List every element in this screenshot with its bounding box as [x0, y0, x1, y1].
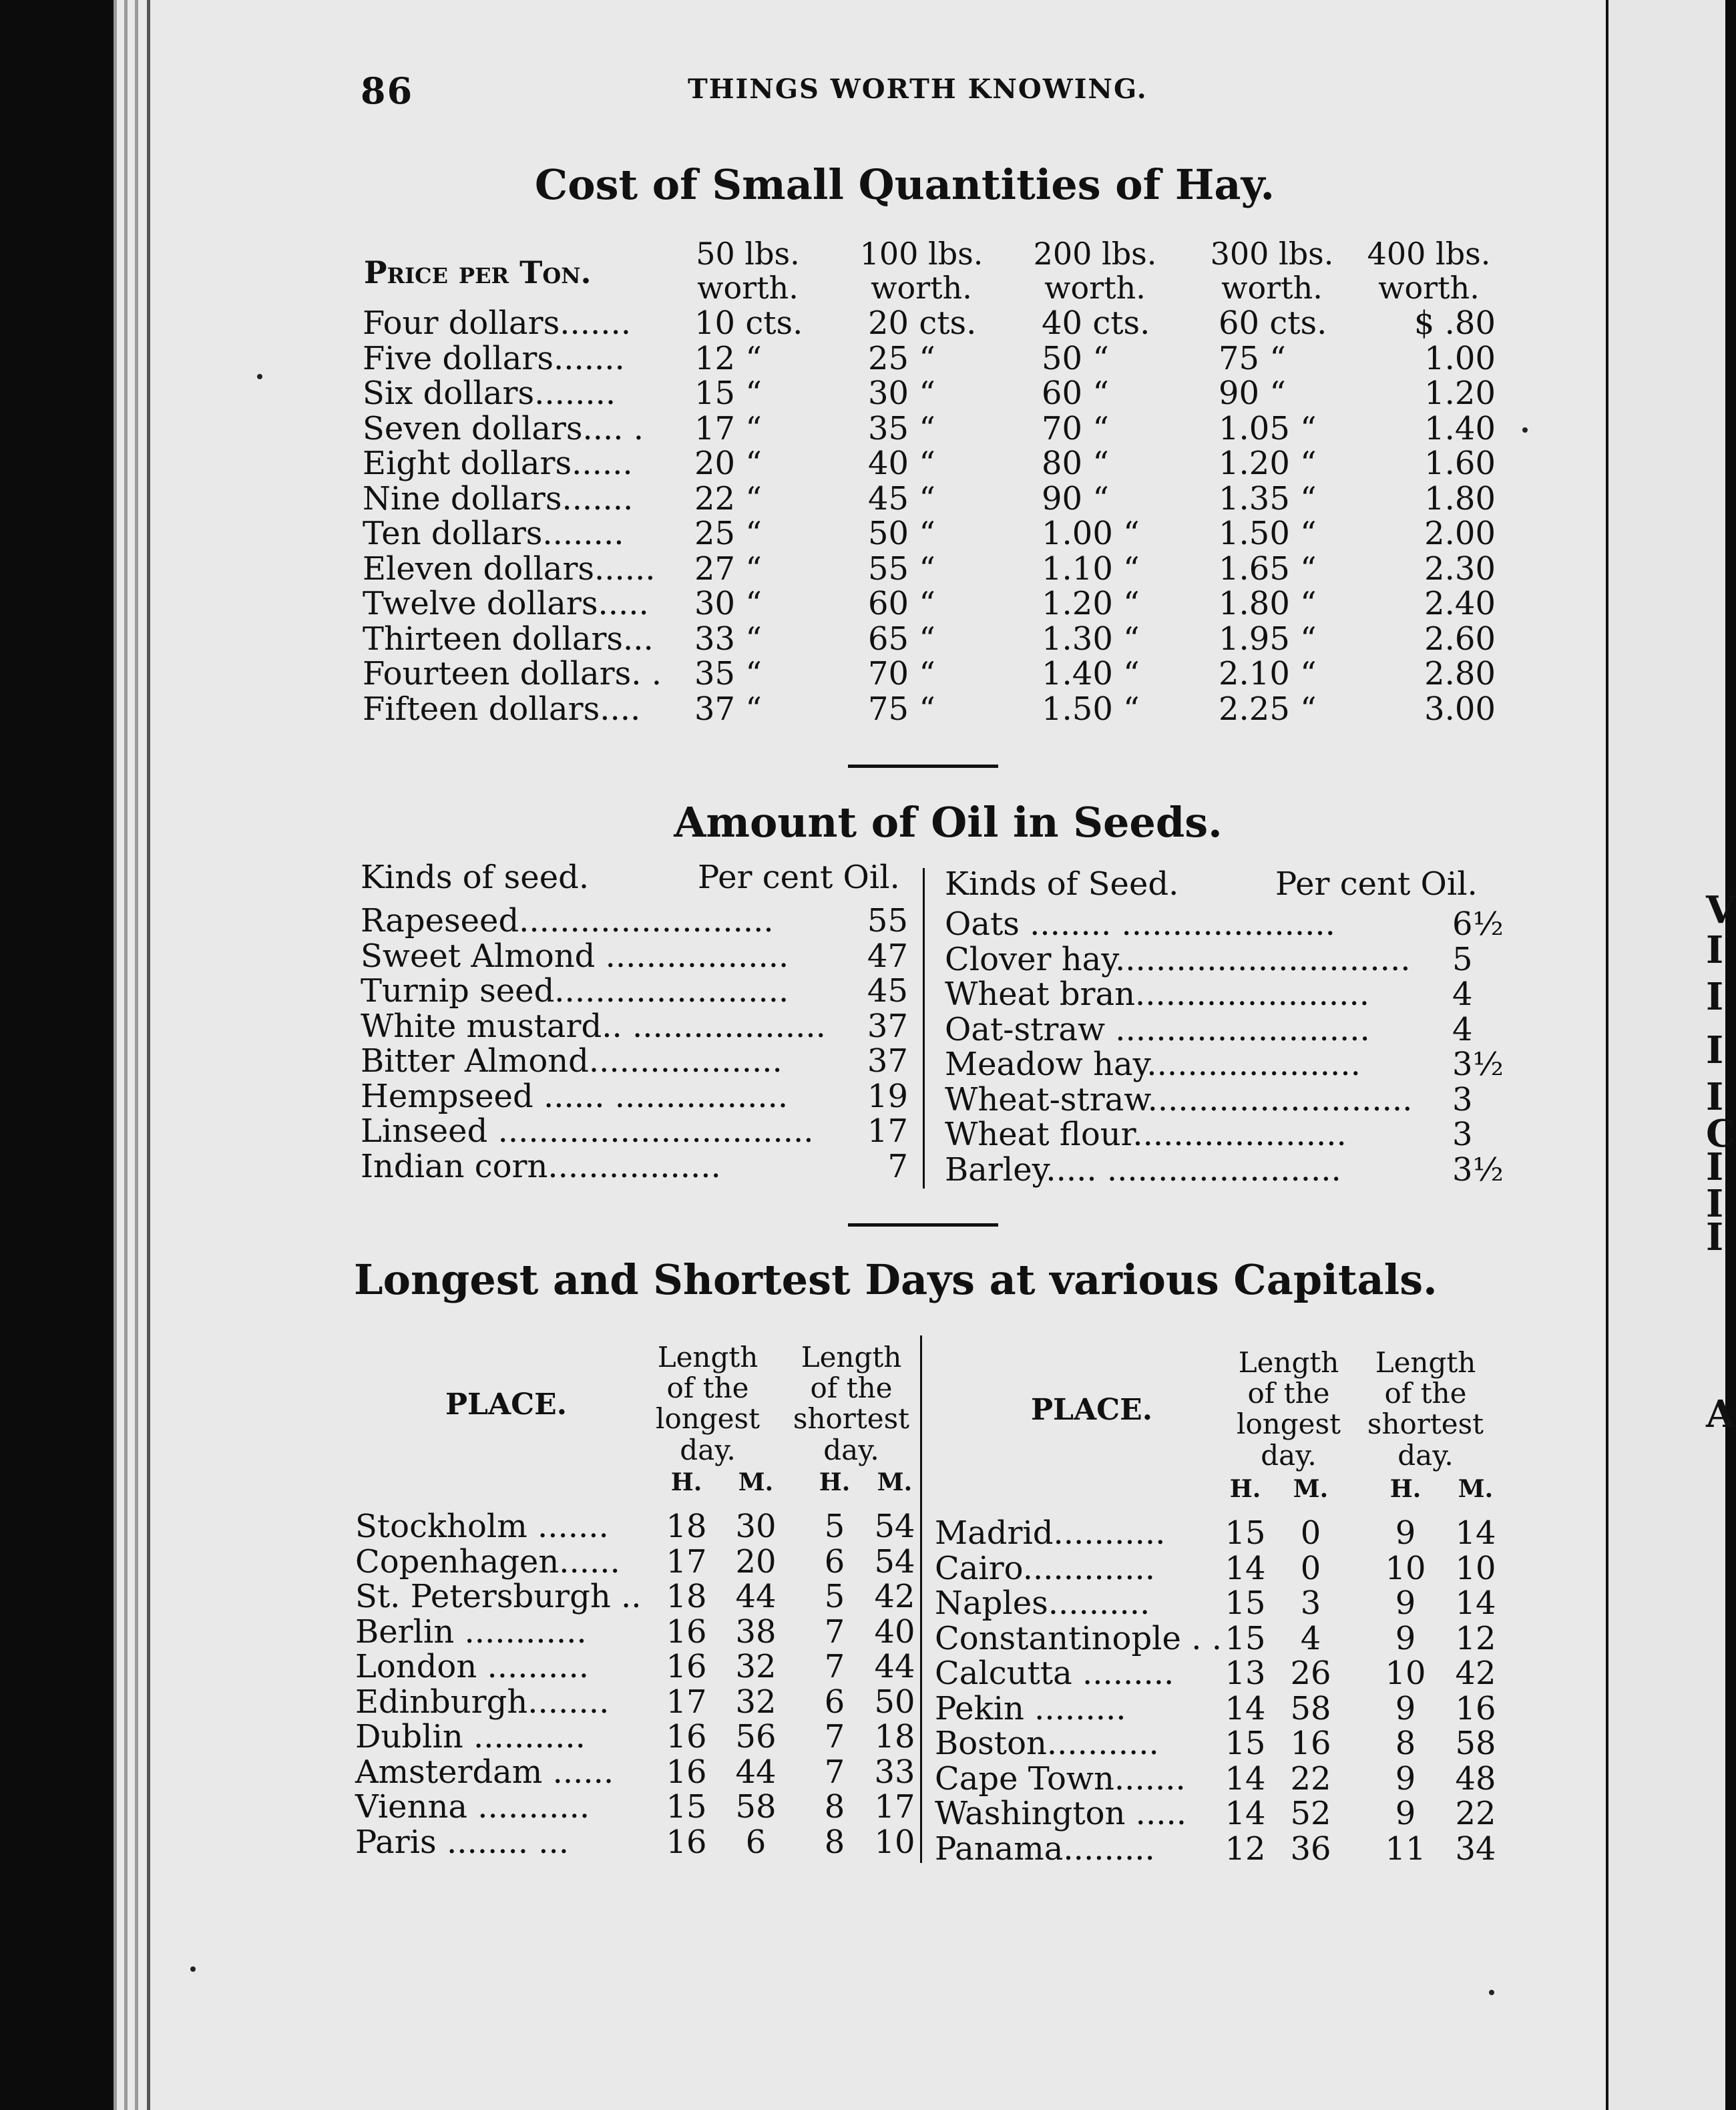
days-place: Cairo............. — [935, 1549, 1156, 1587]
hay-cell: 65 “ — [868, 620, 935, 658]
days-shortest-header: Length of the shortest day. — [793, 1341, 910, 1466]
oil-left-seed: Turnip seed....................... — [361, 972, 789, 1010]
days-place: Panama......... — [935, 1830, 1155, 1868]
oil-left-pct: 17 — [867, 1112, 908, 1150]
hay-row-label: Ten dollars........ — [363, 515, 624, 552]
days-long-h: 15 — [1225, 1725, 1266, 1762]
days-long-m: 4 — [1300, 1619, 1321, 1657]
days-short-h: 8 — [824, 1823, 845, 1861]
hay-cell: 75 “ — [868, 690, 935, 728]
days-long-h: 16 — [666, 1648, 707, 1685]
section-divider — [848, 765, 998, 768]
days-hm-label: M. — [877, 1468, 913, 1496]
hay-cell: 2.80 — [1424, 655, 1496, 692]
days-long-m: 6 — [745, 1823, 767, 1861]
hay-cell: 90 “ — [1042, 479, 1109, 517]
hay-cell: 1.80 “ — [1219, 585, 1317, 622]
hay-cell: 1.40 “ — [1042, 655, 1140, 692]
hay-cell: 30 “ — [694, 585, 762, 622]
oil-right-pct-header: Per cent Oil. — [1275, 865, 1478, 903]
hay-cell: 1.80 — [1424, 479, 1496, 517]
hay-cell: 25 “ — [694, 515, 762, 552]
oil-left-seed: Linseed ............................... — [361, 1112, 814, 1150]
hay-col-header: 300 lbs. worth. — [1210, 236, 1334, 306]
days-short-m: 44 — [874, 1648, 915, 1685]
hay-cell: 40 cts. — [1042, 304, 1150, 342]
hay-cell: 12 “ — [694, 339, 762, 377]
hay-cell: 20 cts. — [868, 304, 977, 342]
days-long-h: 16 — [666, 1823, 707, 1861]
days-short-m: 54 — [874, 1508, 915, 1545]
days-short-m: 50 — [874, 1683, 915, 1721]
oil-right-pct: 4 — [1452, 976, 1473, 1013]
hay-row-label: Fourteen dollars. . — [363, 655, 662, 692]
hay-row-label: Nine dollars....... — [363, 479, 634, 517]
days-short-h: 8 — [1395, 1725, 1416, 1762]
hay-row-label: Five dollars....... — [363, 339, 625, 377]
oil-right-seed: Barley..... ....................... — [945, 1150, 1341, 1189]
hay-cell: 1.05 “ — [1219, 409, 1317, 447]
days-long-h: 15 — [1225, 1514, 1266, 1552]
days-short-m: 16 — [1455, 1689, 1496, 1727]
oil-left-seed: Hempseed ...... ................. — [361, 1077, 789, 1115]
days-place: Naples.......... — [935, 1585, 1150, 1622]
page-stack-edge — [114, 0, 117, 2110]
hay-cell: 37 “ — [694, 690, 762, 728]
margin-letter: C — [1706, 1112, 1736, 1156]
days-short-h: 6 — [824, 1542, 845, 1580]
days-place: Dublin ........... — [355, 1718, 586, 1755]
oil-right-pct: 4 — [1452, 1010, 1473, 1048]
hay-cell: 1.10 “ — [1042, 550, 1140, 588]
days-long-m: 16 — [1290, 1725, 1331, 1762]
days-long-m: 22 — [1290, 1759, 1331, 1798]
oil-left-seed: Sweet Almond .................. — [361, 937, 789, 975]
oil-left-pct: 55 — [867, 902, 908, 939]
page-number: 86 — [361, 69, 414, 112]
hay-cell: 33 “ — [694, 620, 762, 658]
hay-cell: 1.00 “ — [1042, 515, 1140, 552]
days-place: Boston........... — [935, 1725, 1159, 1762]
days-place: Cape Town....... — [935, 1759, 1186, 1798]
hay-row-label: Eleven dollars...... — [363, 550, 656, 588]
hay-cell: 35 “ — [694, 655, 762, 692]
days-short-m: 33 — [874, 1753, 915, 1791]
hay-cell: 35 “ — [868, 409, 935, 447]
hay-cell: 1.20 “ — [1042, 585, 1140, 622]
oil-column-divider — [923, 868, 925, 1189]
days-long-h: 16 — [666, 1613, 707, 1651]
days-place: Amsterdam ...... — [355, 1753, 614, 1791]
days-long-h: 14 — [1225, 1795, 1266, 1832]
days-long-m: 58 — [1290, 1689, 1331, 1727]
days-short-h: 9 — [1395, 1585, 1416, 1622]
oil-left-pct: 37 — [867, 1007, 908, 1045]
oil-left-seed: Indian corn................. — [361, 1147, 721, 1185]
days-short-m: 14 — [1455, 1514, 1496, 1552]
hay-cell: 15 “ — [694, 375, 762, 412]
days-title: Longest and Shortest Days at various Capitals. — [354, 1255, 1438, 1304]
oil-right-pct: 3½ — [1452, 1046, 1504, 1083]
hay-cell: 1.65 “ — [1219, 550, 1317, 588]
hay-cell: 1.20 “ — [1219, 445, 1317, 482]
hay-cell: 2.00 — [1424, 515, 1496, 552]
days-short-h: 10 — [1385, 1655, 1426, 1692]
hay-cell: 3.00 — [1424, 690, 1496, 728]
page-stack-edge — [147, 0, 150, 2110]
hay-cell: 2.30 — [1424, 550, 1496, 588]
oil-left-seed: White mustard.. ................... — [361, 1007, 826, 1045]
days-short-h: 9 — [1395, 1759, 1416, 1798]
hay-cell: 55 “ — [868, 550, 935, 588]
days-short-m: 54 — [874, 1542, 915, 1580]
margin-letter: I — [1706, 928, 1724, 972]
oil-right-pct: 5 — [1452, 940, 1473, 978]
days-place: Calcutta ......... — [935, 1655, 1174, 1692]
margin-letter: I — [1706, 1145, 1724, 1189]
days-short-h: 9 — [1395, 1689, 1416, 1727]
days-short-h: 7 — [824, 1613, 845, 1651]
margin-letter: I — [1706, 975, 1724, 1019]
oil-right-pct: 6½ — [1452, 905, 1504, 943]
days-long-h: 16 — [666, 1753, 707, 1791]
days-shortest-header: Length of the shortest day. — [1367, 1346, 1484, 1472]
hay-cell: 25 “ — [868, 339, 935, 377]
days-short-m: 18 — [874, 1718, 915, 1755]
days-place-header: PLACE. — [445, 1388, 568, 1422]
days-place: Paris ........ ... — [355, 1823, 570, 1861]
days-short-m: 34 — [1455, 1830, 1496, 1868]
oil-right-pct: 3 — [1452, 1116, 1473, 1153]
hay-cell: 45 “ — [868, 479, 935, 517]
days-long-m: 3 — [1300, 1585, 1321, 1622]
hay-cell: 20 “ — [694, 445, 762, 482]
oil-right-seed: Oat-straw ......................... — [945, 1010, 1370, 1048]
days-short-h: 8 — [824, 1788, 845, 1826]
oil-left-pct-header: Per cent Oil. — [698, 859, 900, 896]
days-long-h: 18 — [666, 1578, 707, 1615]
oil-left-seed: Rapeseed......................... — [361, 902, 774, 939]
days-long-h: 14 — [1225, 1689, 1266, 1727]
oil-right-kind-header: Kinds of Seed. — [945, 865, 1179, 903]
days-hm-label: H. — [1229, 1475, 1261, 1503]
days-longest-header: Length of the longest day. — [656, 1341, 760, 1466]
oil-left-pct: 47 — [867, 937, 908, 975]
days-short-h: 5 — [824, 1508, 845, 1545]
hay-cell: 40 “ — [868, 445, 935, 482]
hay-cell: 60 “ — [868, 585, 935, 622]
days-long-h: 14 — [1225, 1549, 1266, 1587]
hay-row-label: Four dollars....... — [363, 304, 632, 342]
days-place: Pekin ......... — [935, 1689, 1126, 1727]
hay-cell: 1.40 — [1424, 409, 1496, 447]
oil-left-pct: 19 — [867, 1077, 908, 1115]
days-long-h: 15 — [1225, 1585, 1266, 1622]
oil-title: Amount of Oil in Seeds. — [674, 798, 1223, 847]
hay-row-label: Seven dollars.... . — [363, 409, 644, 447]
days-long-h: 16 — [666, 1718, 707, 1755]
hay-cell: 70 “ — [1042, 409, 1109, 447]
oil-left-pct: 7 — [887, 1147, 908, 1185]
days-long-m: 0 — [1300, 1514, 1321, 1552]
days-short-m: 17 — [874, 1788, 915, 1826]
hay-col-header: 200 lbs. worth. — [1033, 236, 1157, 306]
days-long-m: 0 — [1300, 1549, 1321, 1587]
days-short-h: 11 — [1385, 1830, 1426, 1868]
margin-letter: I — [1706, 1182, 1724, 1226]
days-long-m: 44 — [735, 1578, 777, 1615]
section-divider — [848, 1223, 998, 1227]
days-long-m: 44 — [735, 1753, 777, 1791]
days-long-h: 17 — [666, 1683, 707, 1721]
oil-right-pct: 3 — [1452, 1080, 1473, 1118]
hay-cell: 50 “ — [868, 515, 935, 552]
days-short-h: 10 — [1385, 1549, 1426, 1587]
days-long-m: 52 — [1290, 1795, 1331, 1832]
oil-left-pct: 37 — [867, 1042, 908, 1080]
days-short-m: 48 — [1455, 1759, 1496, 1798]
days-long-m: 30 — [735, 1508, 777, 1545]
days-short-h: 7 — [824, 1753, 845, 1791]
oil-right-seed: Wheat bran....................... — [945, 976, 1369, 1013]
days-long-h: 14 — [1225, 1759, 1266, 1798]
hay-price-header: Price per Ton. — [364, 254, 592, 290]
days-short-h: 7 — [824, 1648, 845, 1685]
margin-letter: I — [1706, 1028, 1724, 1072]
days-long-h: 15 — [1225, 1619, 1266, 1657]
days-short-h: 7 — [824, 1718, 845, 1755]
margin-letter: I — [1706, 1215, 1724, 1259]
days-short-m: 40 — [874, 1613, 915, 1651]
days-long-m: 32 — [735, 1648, 777, 1685]
days-long-m: 36 — [1290, 1830, 1331, 1868]
oil-right-seed: Oats ........ ..................... — [945, 905, 1335, 943]
hay-cell: 30 “ — [868, 375, 935, 412]
hay-cell: 50 “ — [1042, 339, 1109, 377]
days-place: Madrid........... — [935, 1514, 1166, 1552]
days-place: London .......... — [355, 1648, 590, 1685]
days-long-h: 15 — [666, 1788, 707, 1826]
days-short-m: 42 — [874, 1578, 915, 1615]
hay-row-label: Thirteen dollars... — [363, 620, 654, 658]
hay-cell: 1.30 “ — [1042, 620, 1140, 658]
hay-cell: 27 “ — [694, 550, 762, 588]
hay-cell: 2.40 — [1424, 585, 1496, 622]
hay-cell: 1.60 — [1424, 445, 1496, 482]
days-short-m: 10 — [1455, 1549, 1496, 1587]
hay-cell: 70 “ — [868, 655, 935, 692]
oil-left-seed: Bitter Almond................... — [361, 1042, 783, 1080]
days-place: St. Petersburgh .. — [355, 1578, 642, 1615]
days-place: Vienna ........... — [355, 1788, 590, 1826]
days-hm-label: H. — [670, 1468, 702, 1496]
days-short-m: 42 — [1455, 1655, 1496, 1692]
oil-right-pct: 3½ — [1452, 1150, 1504, 1189]
hay-row-label: Fifteen dollars.... — [363, 690, 641, 728]
page-stack-edge — [124, 0, 128, 2110]
days-short-h: 9 — [1395, 1619, 1416, 1657]
hay-cell: 80 “ — [1042, 445, 1109, 482]
hay-cell: 1.00 — [1424, 339, 1496, 377]
hay-cell: 60 “ — [1042, 375, 1109, 412]
days-short-h: 5 — [824, 1578, 845, 1615]
margin-letter: V — [1706, 888, 1735, 932]
days-place: Edinburgh........ — [355, 1683, 610, 1721]
hay-cell: 10 cts. — [694, 304, 803, 342]
days-short-m: 14 — [1455, 1585, 1496, 1622]
days-place: Berlin ............ — [355, 1613, 587, 1651]
hay-cell: 1.35 “ — [1219, 479, 1317, 517]
hay-row-label: Eight dollars...... — [363, 445, 633, 482]
days-short-h: 6 — [824, 1683, 845, 1721]
hay-cell: 90 “ — [1219, 375, 1286, 412]
oil-left-kind-header: Kinds of seed. — [361, 859, 590, 896]
days-short-m: 22 — [1455, 1795, 1496, 1832]
oil-left-pct: 45 — [867, 972, 908, 1010]
days-hm-label: M. — [738, 1468, 774, 1496]
days-place: Copenhagen...... — [355, 1542, 620, 1580]
hay-col-header: 100 lbs. worth. — [859, 236, 984, 306]
days-long-h: 12 — [1225, 1830, 1266, 1868]
days-long-h: 13 — [1225, 1655, 1266, 1692]
days-short-m: 12 — [1455, 1619, 1496, 1657]
oil-right-seed: Clover hay............................. — [945, 940, 1411, 978]
days-long-h: 18 — [666, 1508, 707, 1545]
margin-letter: I — [1706, 1075, 1724, 1119]
hay-col-header: 400 lbs. worth. — [1367, 236, 1491, 306]
days-long-m: 56 — [735, 1718, 777, 1755]
days-place: Constantinople . . — [935, 1619, 1222, 1657]
oil-right-seed: Meadow hay..................... — [945, 1046, 1361, 1083]
days-long-m: 20 — [735, 1542, 777, 1580]
days-short-m: 10 — [874, 1823, 915, 1861]
days-short-h: 9 — [1395, 1795, 1416, 1832]
hay-cell: 1.20 — [1424, 375, 1496, 412]
days-short-m: 58 — [1455, 1725, 1496, 1762]
days-place-header: PLACE. — [1030, 1393, 1153, 1427]
days-long-m: 38 — [735, 1613, 777, 1651]
hay-cell: 2.25 “ — [1219, 690, 1317, 728]
oil-right-seed: Wheat-straw.......................... — [945, 1080, 1413, 1118]
hay-cell: 1.95 “ — [1219, 620, 1317, 658]
hay-row-label: Twelve dollars..... — [363, 585, 649, 622]
running-title: THINGS WORTH KNOWING. — [688, 73, 1148, 105]
hay-cell: 22 “ — [694, 479, 762, 517]
days-place: Stockholm ....... — [355, 1508, 609, 1545]
hay-cell: 1.50 “ — [1042, 690, 1140, 728]
hay-cell: 2.60 — [1424, 620, 1496, 658]
margin-letter: A — [1706, 1392, 1735, 1436]
hay-title: Cost of Small Quantities of Hay. — [534, 160, 1275, 209]
hay-cell: 1.50 “ — [1219, 515, 1317, 552]
hay-cell: 75 “ — [1219, 339, 1286, 377]
days-place: Washington ..... — [935, 1795, 1186, 1832]
page-stack-edge — [135, 0, 138, 2110]
hay-row-label: Six dollars........ — [363, 375, 616, 412]
days-hm-label: M. — [1458, 1475, 1494, 1503]
days-hm-label: M. — [1293, 1475, 1329, 1503]
days-hm-label: H. — [819, 1468, 851, 1496]
days-short-h: 9 — [1395, 1514, 1416, 1552]
days-long-m: 26 — [1290, 1655, 1331, 1692]
days-hm-label: H. — [1389, 1475, 1422, 1503]
days-longest-header: Length of the longest day. — [1237, 1346, 1341, 1472]
hay-cell: 17 “ — [694, 409, 762, 447]
oil-right-seed: Wheat flour..................... — [945, 1116, 1347, 1153]
hay-cell: 60 cts. — [1219, 304, 1327, 342]
hay-cell: 2.10 “ — [1219, 655, 1317, 692]
hay-cell: $ .80 — [1414, 304, 1496, 342]
days-long-h: 17 — [666, 1542, 707, 1580]
days-long-m: 32 — [735, 1683, 777, 1721]
hay-col-header: 50 lbs. worth. — [696, 236, 800, 306]
days-long-m: 58 — [735, 1788, 777, 1826]
